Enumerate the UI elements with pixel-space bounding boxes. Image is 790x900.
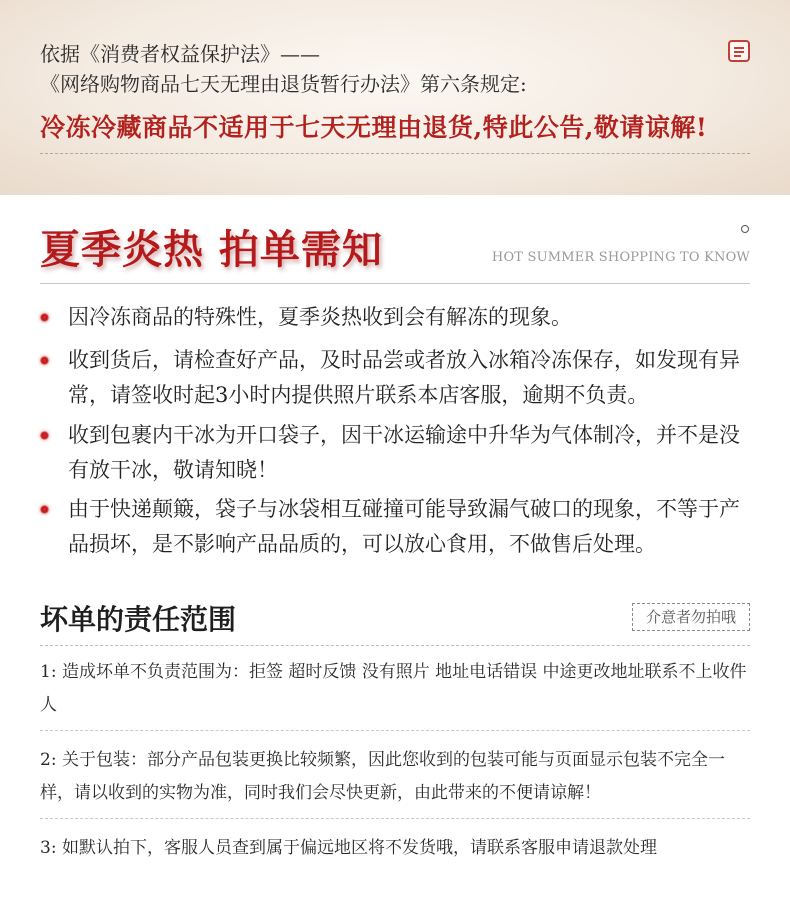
- list-item: [40, 343, 752, 413]
- responsibility-item: 1: 造成坏单不负责范围为：拒签 超时反馈 没有照片 地址电话错误 中途更改地址联系不上收件人: [40, 662, 747, 715]
- red-dot-bullet-icon: [40, 356, 49, 365]
- red-dot-bullet-icon: [40, 313, 49, 322]
- section-divider: [40, 645, 750, 646]
- item-divider: [40, 730, 750, 731]
- summer-section-subtitle: HOT SUMMER SHOPPING TO KNOW: [491, 250, 750, 265]
- law-reference: 依据《消费者权益保护法》——: [40, 42, 320, 66]
- notice-document-icon: [728, 40, 750, 62]
- summer-section-title: 夏季炎热 拍单需知: [40, 227, 383, 273]
- list-item-text: 由于快递颠簸，袋子与冰袋相互碰撞可能导致漏气破口的现象，不等于产品损坏，是不影响产品品质的，可以放心食用，不做售后处理。: [68, 497, 740, 556]
- list-item-text: 收到货后，请检查好产品，及时品尝或者放入冰箱冷冻保存，如发现有异常，请签收时起3小时内提供照片联系本店客服，逾期不负责。: [68, 348, 740, 407]
- list-item: [40, 492, 752, 562]
- caution-badge: 介意者勿拍哦: [632, 603, 750, 631]
- red-dot-bullet-icon: [40, 431, 49, 440]
- responsibility-item: 2: 关于包装：部分产品包装更换比较频繁，因此您收到的包装可能与页面显示包装不完全一样，请以收到的实物为准，同时我们会尽快更新，由此带来的不便请谅解！: [40, 750, 725, 803]
- list-item: [40, 300, 752, 335]
- list-item-text: 收到包裹内干冰为开口袋子，因干冰运输途中升华为气体制冷，并不是没有放干冰，敬请知晓！: [68, 423, 740, 482]
- notice-banner: [0, 0, 790, 195]
- section-divider: [40, 283, 750, 284]
- red-dot-bullet-icon: [40, 505, 49, 514]
- ring-decoration-icon: [741, 225, 749, 233]
- return-policy-notice: 冷冻冷藏商品不适用于七天无理由退货,特此公告,敬请谅解!: [40, 113, 708, 142]
- list-item: [40, 418, 752, 488]
- responsibility-item: 3: 如默认拍下，客服人员查到属于偏远地区将不发货哦，请联系客服申请退款处理: [40, 838, 657, 858]
- banner-divider: [40, 153, 750, 154]
- regulation-reference: 《网络购物商品七天无理由退货暂行办法》第六条规定:: [40, 72, 527, 96]
- item-divider: [40, 818, 750, 819]
- list-item-text: 因冷冻商品的特殊性，夏季炎热收到会有解冻的现象。: [68, 305, 572, 329]
- responsibility-title: 坏单的责任范围: [40, 603, 237, 636]
